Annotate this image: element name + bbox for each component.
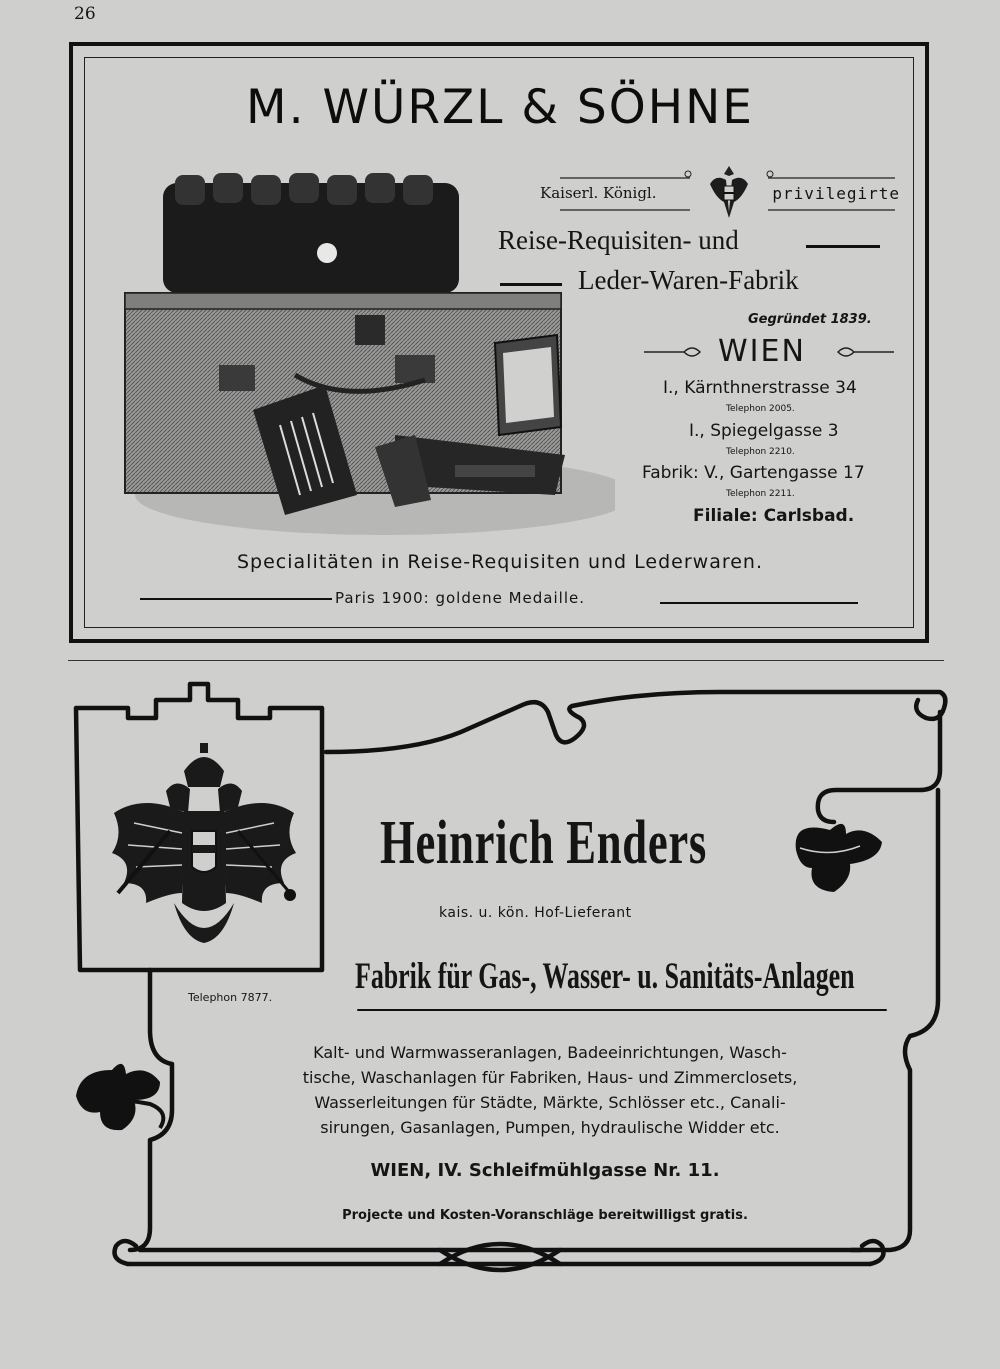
page-number: 26 <box>74 4 96 24</box>
address-kaerntnerstrasse: I., Kärnthnerstrasse 34 <box>663 378 857 398</box>
privilege-row <box>540 162 900 220</box>
ad2-services <box>240 1040 860 1140</box>
ad2-court-purveyor: kais. u. kön. Hof-Lieferant <box>439 905 632 921</box>
rule-left <box>500 283 562 286</box>
section-divider <box>68 660 944 661</box>
telephone-2005: Telephon 2005. <box>726 404 795 414</box>
ivy-leaf-left-icon <box>76 1064 160 1130</box>
medal-rule-right <box>660 602 858 604</box>
ad2-note: Projecte und Kosten-Voranschläge bereitwilligst gratis. <box>342 1208 748 1223</box>
ad2-title: Heinrich Enders <box>380 809 708 877</box>
address-gartengasse: Fabrik: V., Gartengasse 17 <box>642 463 865 483</box>
city-flourish-right <box>830 344 894 360</box>
ad1-specialty: Specialitäten in Reise-Requisiten und Lederwaren. <box>236 551 764 573</box>
services-line: sirungen, Gasanlagen, Pumpen, hydraulische Widder etc. <box>320 1118 780 1137</box>
ad2-factory-line: Fabrik für Gas-, Wasser- u. Sanitäts-Anlagen <box>355 956 855 997</box>
austrian-double-eagle-crest-icon <box>104 743 304 955</box>
ad1-line-requisites: Reise-Requisiten- und <box>498 225 739 255</box>
kk-ornament-lines <box>540 162 900 220</box>
branch-carlsbad: Filiale: Carlsbad. <box>693 506 855 526</box>
ad1-line-leather: Leder-Waren-Fabrik <box>578 265 799 295</box>
ad1-city: WIEN <box>718 334 806 369</box>
ad1-founded: Gegründet 1839. <box>748 312 872 327</box>
ad2-telephone: Telephon 7877. <box>188 991 273 1004</box>
city-flourish-left <box>644 344 708 360</box>
telephone-2210: Telephon 2210. <box>726 447 795 457</box>
rule-right <box>806 245 880 248</box>
services-line: Kalt- und Warmwasseranlagen, Badeeinrichtungen, Wasch- <box>313 1043 787 1062</box>
privileged-label: privilegirte <box>772 184 900 203</box>
ad2-address: WIEN, IV. Schleifmühlgasse Nr. 11. <box>370 1160 720 1181</box>
ivy-leaf-right-icon <box>796 824 882 892</box>
services-line: Wasserleitungen für Städte, Märkte, Schlösser etc., Canali- <box>314 1093 786 1112</box>
medal-rule-left <box>140 598 332 600</box>
ad1-title: M. WÜRZL & SÖHNE <box>246 80 754 135</box>
ad1-medal: Paris 1900: goldene Medaille. <box>335 589 585 607</box>
luggage-illustration <box>95 165 615 550</box>
address-spiegelgasse: I., Spiegelgasse 3 <box>689 421 839 441</box>
services-line: tische, Waschanlagen für Fabriken, Haus- und Zimmerclosets, <box>302 1068 798 1087</box>
telephone-2211: Telephon 2211. <box>726 489 795 499</box>
imperial-royal-label: Kaiserl. Königl. <box>540 184 657 202</box>
